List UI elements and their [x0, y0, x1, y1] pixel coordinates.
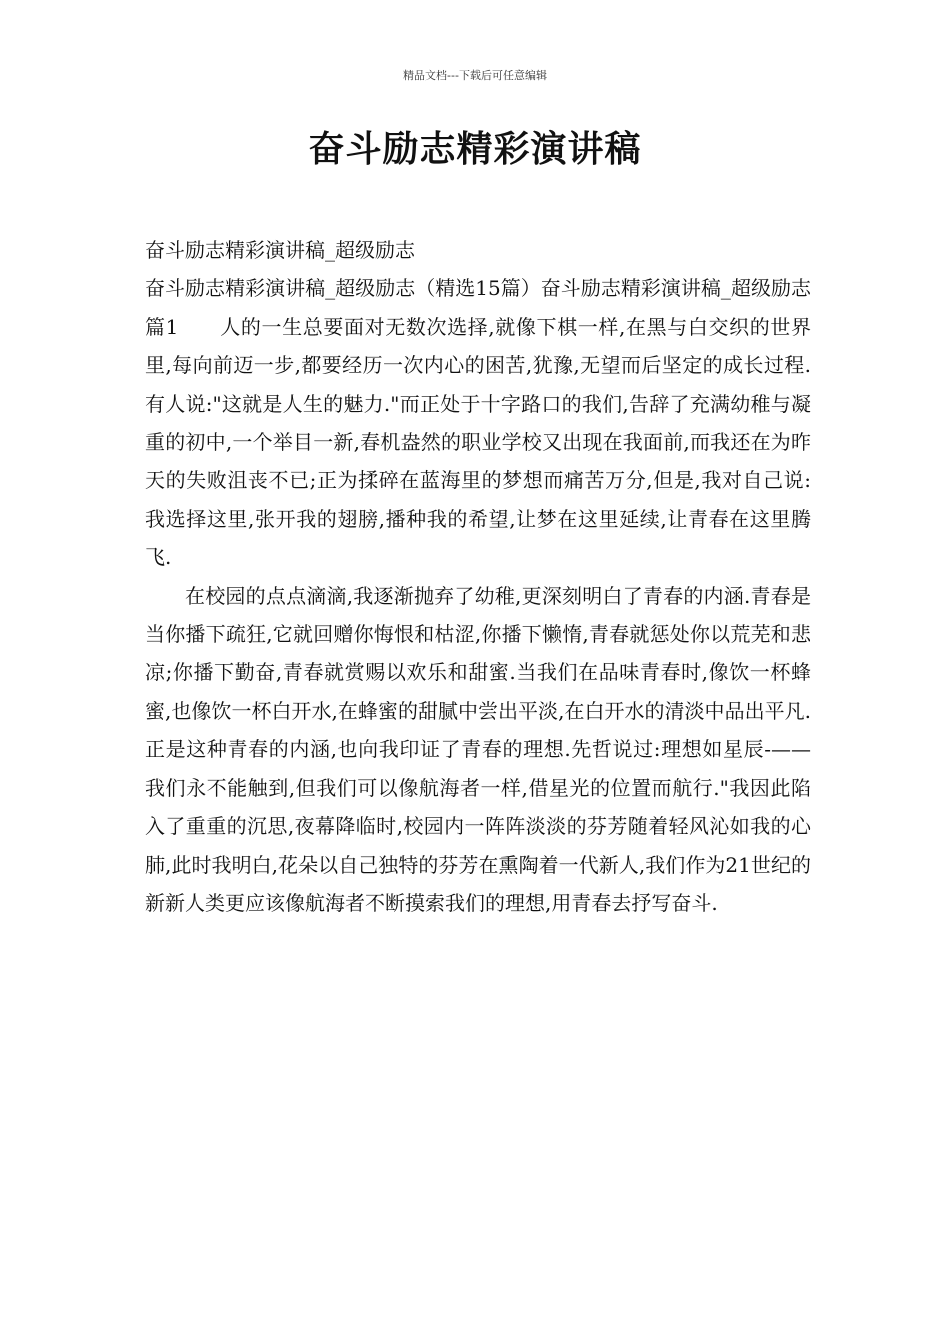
header-note: 精品文档---下载后可任意编辑 [403, 69, 547, 82]
body-paragraph-2: 在校园的点点滴滴,我逐渐抛弃了幼稚,更深刻明白了青春的内涵.青春是当你播下疏狂,它就回赠你悔恨和枯涩,你播下懒惰,青春就惩处你以荒芜和悲凉;你播下勤奋,青春就赏赐以欢乐和甜蜜.当我们在品味青春时,像饮一杯蜂蜜,也像饮一杯白开水,在蜂蜜的甜腻中尝出平淡,在白开水的清淡中品出平凡.正是这种青春的内涵,也向我印证了青春的理想.先哲说过:理想如星辰-——我们永不能触到,但我们可以像航海者一样,借星光的位置而航行."我因此陷入了重重的沉思,夜幕降临时,校园内一阵阵淡淡的芬芳随着轻风沁如我的心肺,此时我明白,花朵以自己独特的芬芳在熏陶着一代新人,我们作为21世纪的新新人类更应该像航海者不断摸索我们的理想,用青春去抒写奋斗. [145, 583, 811, 915]
document-body [145, 231, 811, 922]
subtitle-paragraph: 奋斗励志精彩演讲稿_超级励志 [145, 238, 415, 262]
body-paragraph-1: 奋斗励志精彩演讲稿_超级励志（精选15篇）奋斗励志精彩演讲稿_超级励志 篇1 人的一生总要面对无数次选择,就像下棋一样,在黑与白交织的世界里,每向前迈一步,都要经历一次内心的困苦,犹豫,无望而后坚定的成长过程.有人说:"这就是人生的魅力."而正处于十字路口的我们,告辞了充满幼稚与凝重的初中,一个举目一新,春机盎然的职业学校又出现在我面前,而我还在为昨天的失败沮丧不已;正为揉碎在蓝海里的梦想而痛苦万分,但是,我对自己说:我选择这里,张开我的翅膀,播种我的希望,让梦在这里延续,让青春在这里腾飞. [145, 276, 811, 570]
page-title: 奋斗励志精彩演讲稿 [308, 129, 642, 170]
